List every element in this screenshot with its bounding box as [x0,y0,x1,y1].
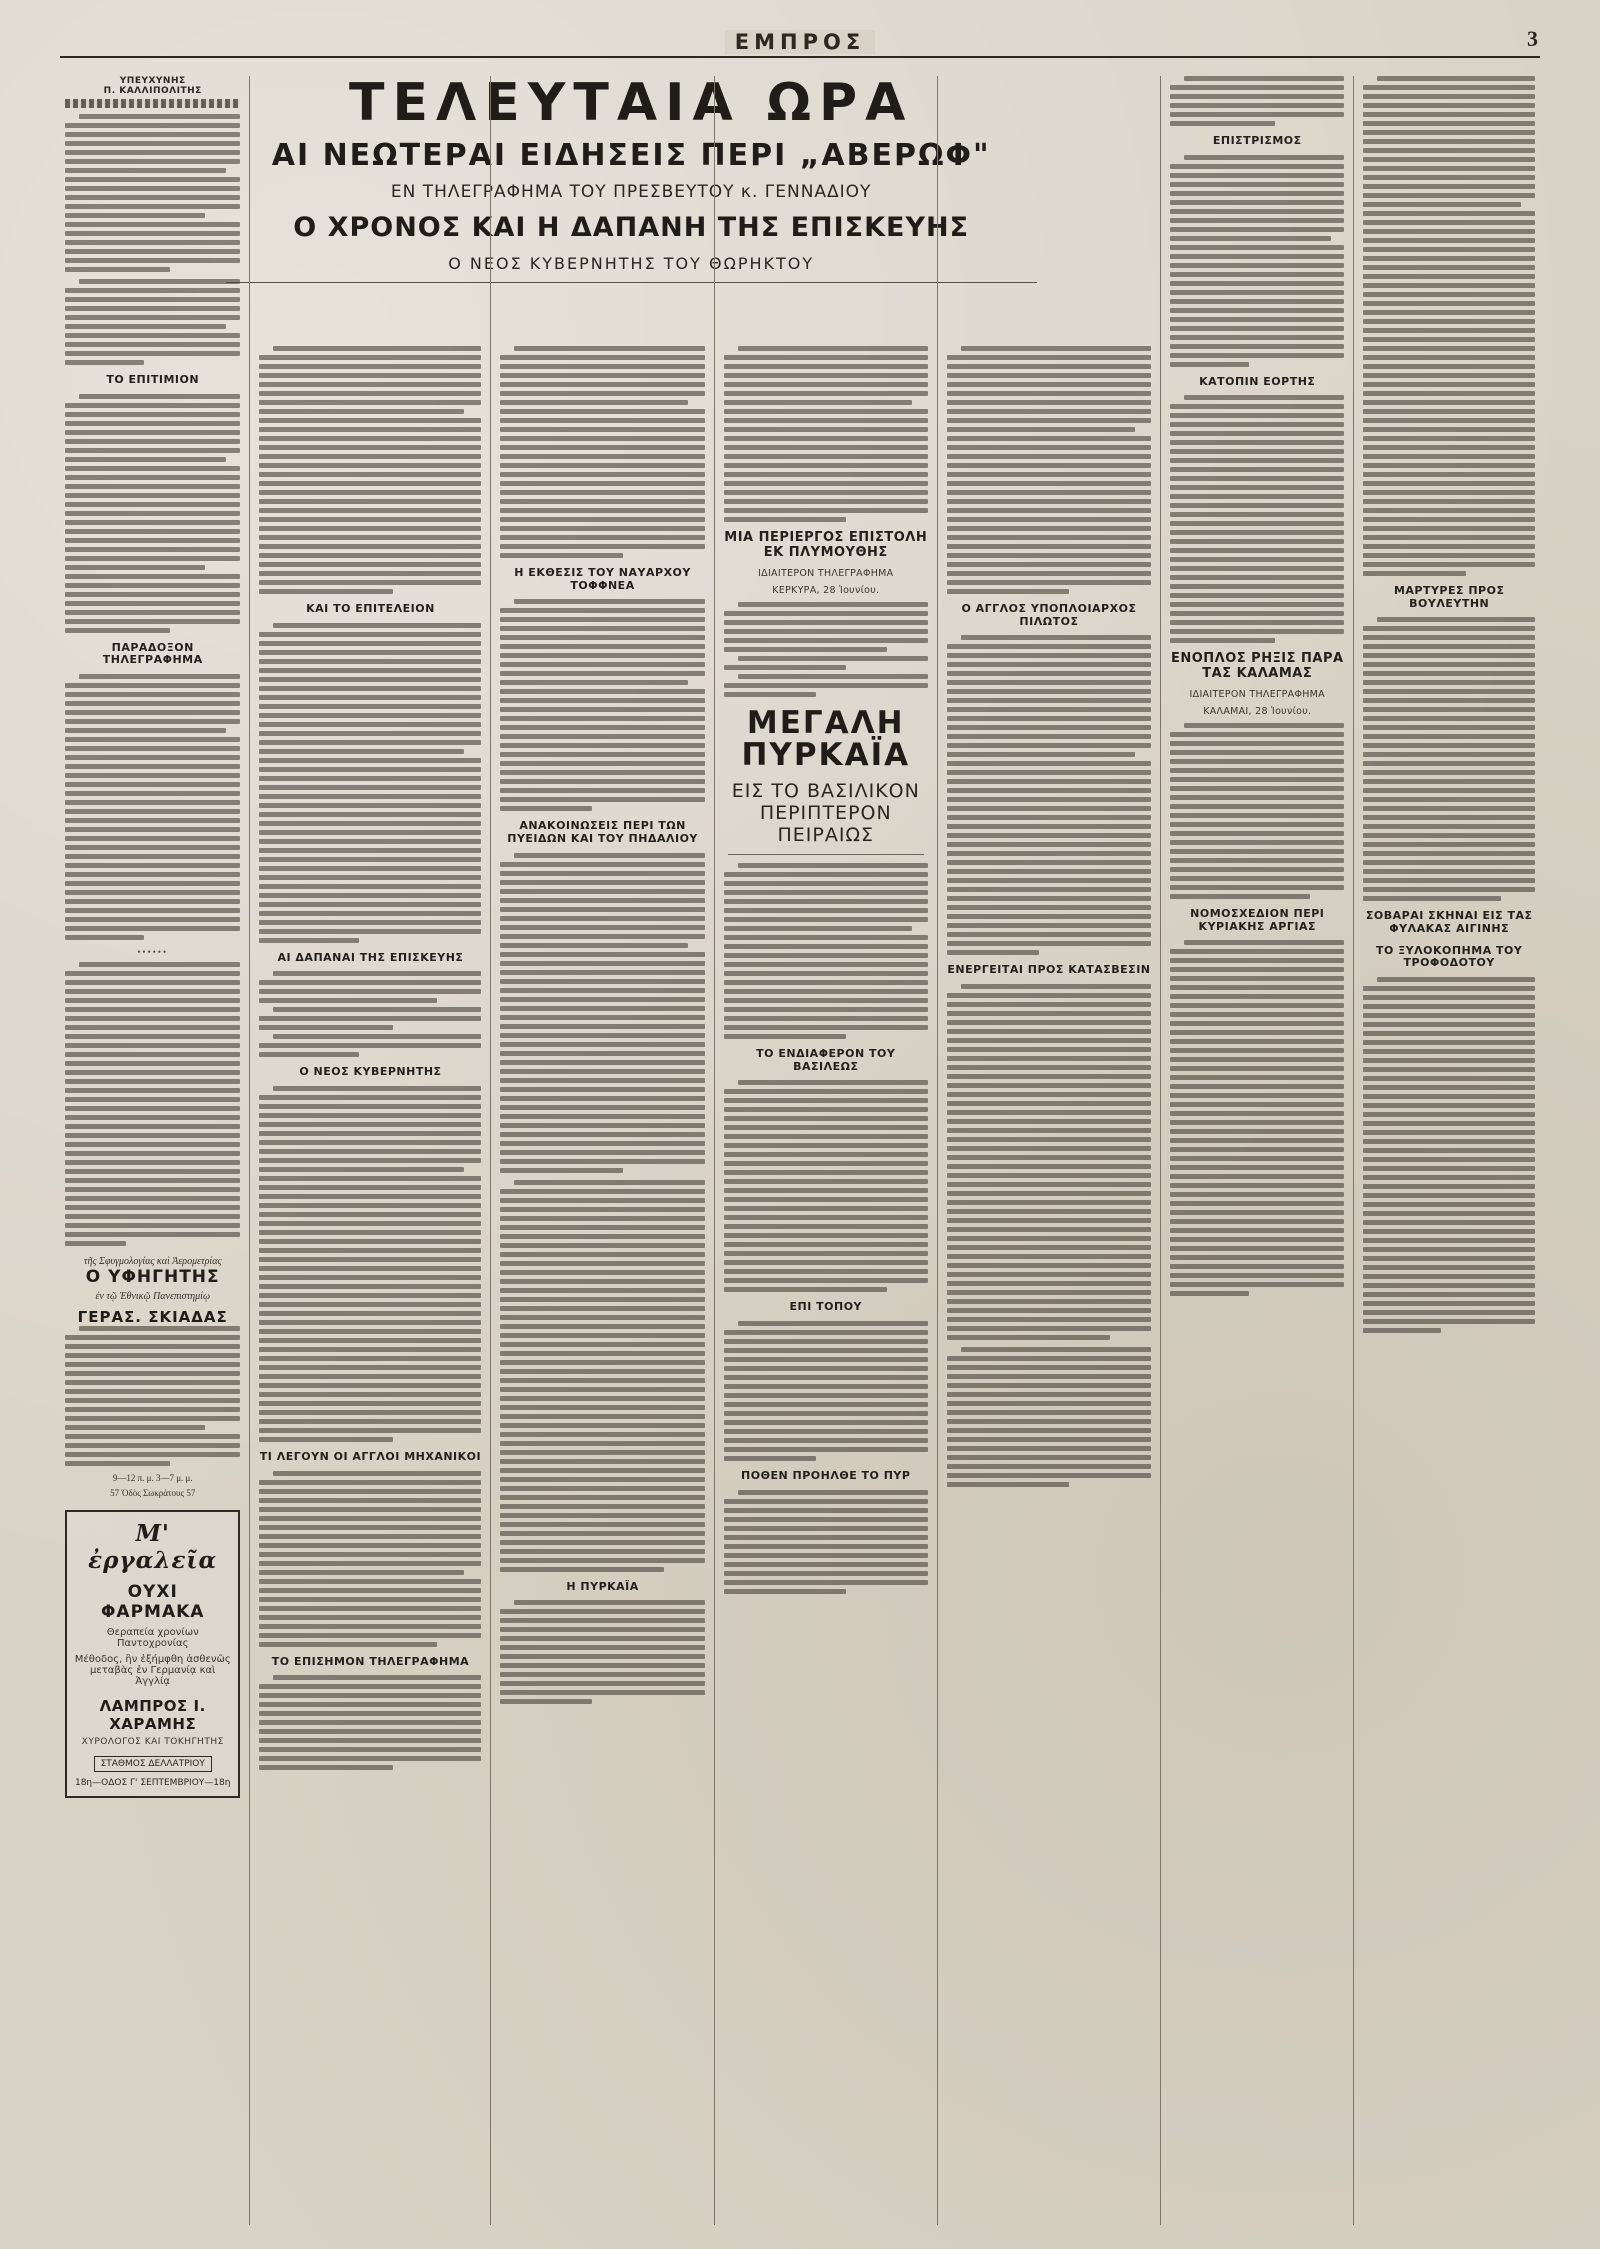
dispatch-label-2: ΙΔΙΑΙΤΕΡΟΝ ΤΗΛΕΓΡΑΦΗΜΑ [1189,689,1325,701]
text-block [500,346,704,558]
section-heading-martyres: ΜΑΡΤΥΡΕΣ ΠΡΟΣ ΒΟΥΛΕΥΤΗΝ [1393,584,1505,610]
section-heading-xylokopima: ΤΟ ΞΥΛΟΚΟΠΗΜΑ ΤΟΥ ΤΡΟΦΟΔΟΤΟΥ [1376,943,1523,970]
text-block [259,623,481,943]
advert-seller-note: Μέθοδος, ἣν ἐξήμφθη ἀσθενῶς μεταβὰς ἐν Γερμανίᾳ καὶ Ἀγγλίᾳ [74,1653,231,1687]
text-block [1363,977,1534,1333]
text-block [1170,395,1344,643]
text-block [65,394,240,633]
text-block [500,1600,704,1704]
text-block [947,1347,1151,1487]
column-7 [1353,76,1543,2225]
ornament-dots: •••••• [137,946,169,957]
column-1 [56,76,249,2225]
column-3 [490,76,713,2225]
pharmacy-advert [65,1510,240,1798]
dispatch-origin: ΚΕΡΚΥΡΑ, 28 Ἰουνίου. [772,584,880,596]
advert-title: Μ' ἐργαλεῖα [88,1519,218,1574]
section-heading-pyrkaia: Η ΠΥΡΚΑΪΑ [566,1579,639,1593]
text-block [65,674,240,940]
ear-author-label: ΥΠΕΥΧΥΝΗΣ [119,76,186,86]
ear-author-name: Π. ΚΑΛΛΙΠΟΛΙΤΗΣ [103,86,202,96]
column-5 [937,76,1160,2225]
text-block [724,1080,928,1292]
fire-headline-main: ΜΕΓΑΛΗ ΠΥΡΚΑΪΑ [741,704,911,774]
text-block [500,599,704,811]
banner-headline-1: ΤΕΛΕΥΤΑΙΑ ΩΡΑ [348,73,914,133]
section-heading-katopin: ΚΑΤΟΠΙΝ ΕΟΡΤΗΣ [1199,374,1316,388]
advert-seller-sub: ΧΥΡΟΛΟΓΟΣ ΚΑΙ ΤΟΚΗΓΗΤΗΣ [81,1736,224,1747]
banner-spacer [947,76,1151,346]
advert-seller: ΛΑΜΠΡΟΣ Ι. ΧΑΡΑΜΗΣ [99,1696,206,1733]
section-heading-aetos: Ο ΑΓΓΛΟΣ ΥΠΟΠΛΟΙΑΡΧΟΣ ΠΙΛΩΤΟΣ [961,602,1137,628]
text-block [724,346,928,522]
section-heading-epistrismos: ΕΠΙΣΤΡΙΣΜΟΣ [1212,134,1302,147]
lecturer-title: Ο ΥΦΗΓΗΤΗΣ [85,1266,220,1287]
fire-divider [728,854,924,855]
section-heading-nomoschedion: ΝΟΜΟΣΧΕΔΙΟΝ ΠΕΡΙ ΚΥΡΙΑΚΗΣ ΑΡΓΙΑΣ [1190,907,1325,933]
section-heading-ti-legoun: ΤΙ ΛΕΓΟΥΝ ΟΙ ΑΓΓΛΟΙ ΜΗΧΑΝΙΚΟΙ [259,1449,482,1463]
text-block [65,962,240,1246]
section-heading-enopsos: ΕΝΟΠΛΟΣ ΡΗΞΙΣ ΠΑΡΑ ΤΑΣ ΚΑΛΑΜΑΣ [1170,651,1344,682]
fire-headline-sub: ΕΙΣ ΤΟ ΒΑΣΙΛΙΚΟΝ ΠΕΡΙΠΤΕΡΟΝ ΠΕΙΡΑΙΩΣ [731,779,920,846]
text-block [1170,155,1344,367]
text-block [65,279,240,365]
lecturer-address: 57 Ὁδὸς Σωκράτους 57 [110,1487,196,1498]
text-block [500,1180,704,1572]
lecturer-ad [65,1256,240,1326]
banner-spacer [259,76,481,346]
lecturer-name: ΓΕΡΑΣ. ΣΚΙΑΔΑΣ [77,1307,228,1326]
section-heading-ekthesis: Η ΕΚΘΕΣΙΣ ΤΟΥ ΝΑΥΑΡΧΟΥ ΤΟΦΦΝΕΑ [514,566,691,592]
text-block [259,346,481,594]
section-heading-paradoxon: ΠΑΡΑΔΟΞΟΝ ΤΗΛΕΓΡΑΦΗΜΑ [102,640,203,667]
column-grid [56,73,1544,2225]
ear-strike-rule [65,99,240,108]
section-heading-energeitai: ΕΝΕΡΓΕΙΤΑΙ ΠΡΟΣ ΚΑΤΑΣΒΕΣΙΝ [947,963,1151,977]
text-block [259,971,481,1057]
section-heading-epistelion: ΚΑΙ ΤΟ ΕΠΙΤΕΛΕΙΟΝ [306,602,435,615]
column-2 [249,76,490,2225]
text-block [724,1490,928,1594]
banner-headline-3: ΕΝ ΤΗΛΕΓΡΑΦΗΜΑ ΤΟΥ ΠΡΕΣΒΕΥΤΟΥ κ. ΓΕΝΝΑΔΙΟΥ [390,181,872,202]
text-block [1170,723,1344,899]
page-number: 3 [1527,26,1538,51]
text-block [259,1471,481,1647]
section-heading-dapani: ΑΙ ΔΑΠΑΝΑΙ ΤΗΣ ΕΠΙΣΚΕΥΗΣ [277,950,464,964]
masthead-rule [60,56,1540,58]
banner-headline-4: Ο ΧΡΟΝΟΣ ΚΑΙ Η ΔΑΠΑΝΗ ΤΗΣ ΕΠΙΣΚΕΥΗΣ [293,211,970,243]
advert-stamp: ΣΤΑΘΜΟΣ ΔΕΛΛΑΤΡΙΟΥ [94,1756,212,1772]
text-block [724,863,928,1039]
section-heading-epistoli: ΜΙΑ ΠΕΡΙΕΡΓΟΣ ΕΠΙΣΤΟΛΗ ΕΚ ΠΛΥΜΟΥΘΗΣ [724,530,928,560]
text-block [947,635,1151,955]
section-heading-sovarai: ΣΟΒΑΡΑΙ ΣΚΗΝΑΙ ΕΙΣ ΤΑΣ ΦΥΛΑΚΑΣ ΑΙΓΙΝΗΣ [1365,909,1533,935]
advert-subtitle: ΟΥΧΙ ΦΑΡΜΑΚΑ [100,1581,205,1622]
text-block [1170,76,1344,126]
text-block [259,1086,481,1442]
text-block [1363,76,1534,576]
paper-title: ΕΜΠΡΟΣ [0,30,1600,54]
text-block [724,602,928,697]
dispatch-label: ΙΔΙΑΙΤΕΡΟΝ ΤΗΛΕΓΡΑΦΗΜΑ [758,567,894,579]
section-heading-epitimion: ΤΟ ΕΠΙΤΙΜΙΟΝ [106,373,200,386]
text-block [65,114,240,272]
column-4 [714,76,937,2225]
text-block [259,1675,481,1770]
section-heading-pothen: ΠΟΘΕΝ ΠΡΟΗΛΘΕ ΤΟ ΠΥΡ [741,1468,911,1482]
advert-note: Θεραπεία χρονίων Παντοχρονίας [106,1626,199,1649]
masthead [0,24,1600,70]
lecturer-hours: 9—12 π. μ. 3—7 μ. μ. [112,1472,193,1483]
text-block [947,346,1151,594]
section-heading-neos-kyvernitis: Ο ΝΕΟΣ ΚΥΒΕΡΝΗΤΗΣ [299,1065,442,1079]
banner-headline-5: Ο ΝΕΟΣ ΚΥΒΕΡΝΗΤΗΣ ΤΟΥ ΘΩΡΗΚΤΟΥ [448,253,815,273]
text-block [500,853,704,1173]
column-6 [1160,76,1353,2225]
text-block [947,984,1151,1340]
dispatch-origin-2: ΚΑΛΑΜΑΙ, 28 Ἰουνίου. [1203,706,1312,718]
section-heading-epi-topou: ΕΠΙ ΤΟΠΟΥ [789,1300,863,1314]
section-heading-anakoinosis: ΑΝΑΚΟΙΝΩΣΕΙΣ ΠΕΡΙ ΤΩΝ ΠΥΕΙΔΩΝ ΚΑΙ ΤΟΥ ΠΗΔΑΛΙΟΥ [507,819,698,845]
lecturer-subtitle: τῆς Σφυγμολογίας καὶ Ἀερομετρίας [83,1255,222,1267]
section-heading-episimon: ΤΟ ΕΠΙΣΗΜΟΝ ΤΗΛΕΓΡΑΦΗΜΑ [271,1654,470,1668]
fire-headline [724,704,928,846]
section-heading-endiaferon: ΤΟ ΕΝΔΙΑΦΕΡΟΝ ΤΟΥ ΒΑΣΙΛΕΩΣ [756,1046,896,1073]
lecturer-org: ἐν τῷ Ἐθνικῷ Πανεπιστημίῳ [95,1290,210,1302]
text-block [1170,940,1344,1296]
text-block [1363,617,1534,901]
text-block [65,1326,240,1466]
advert-address: 18η—ΟΔΟΣ Γ' ΣΕΠΤΕΜΒΡΙΟΥ—18η [74,1777,231,1788]
text-block [724,1321,928,1461]
banner-spacer [724,76,928,346]
banner-spacer [500,76,704,346]
banner-headline-2: ΑΙ ΝΕΩΤΕΡΑΙ ΕΙΔΗΣΕΙΣ ΠΕΡΙ „ΑΒΕΡΩΦ" [271,137,991,173]
